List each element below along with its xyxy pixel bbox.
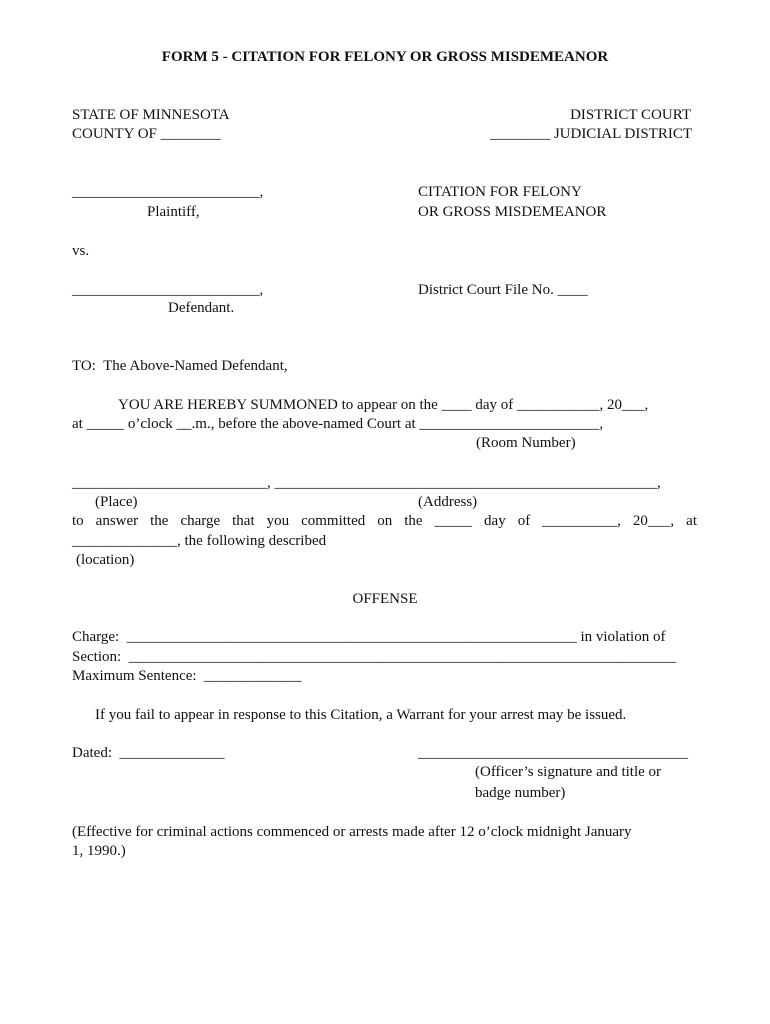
state-label: STATE OF MINNESOTA — [72, 107, 230, 123]
citation-title-line1: CITATION FOR FELONY — [418, 184, 582, 200]
address-label: (Address) — [418, 494, 478, 510]
section-field: Section: _________________________________________________________________________ — [72, 649, 677, 665]
place-address-blanks: __________________________, ___________________________________________________, — [72, 475, 661, 491]
defendant-blank: _________________________, — [72, 282, 264, 298]
place-label: (Place) — [95, 494, 138, 510]
charge-date-line: to answer the charge that you committed on the _____ day of __________, 20___, at — [72, 513, 697, 529]
room-number-label: (Room Number) — [476, 435, 576, 451]
charge-field: Charge: ____________________________________________________________ in violation of — [72, 629, 666, 645]
location-label: (location) — [76, 552, 135, 568]
file-number: District Court File No. ____ — [418, 282, 588, 298]
effective-note-line1: (Effective for criminal actions commenced or arrests made after 12 o’clock midnight January — [72, 824, 632, 840]
signature-label-line2: badge number) — [475, 785, 566, 801]
summons-line-1: YOU ARE HEREBY SUMMONED to appear on the ____ day of ___________, 20___, — [118, 397, 649, 413]
citation-title-line2: OR GROSS MISDEMEANOR — [418, 204, 607, 220]
summons-line-2: at _____ o’clock __.m., before the above-named Court at ________________________, — [72, 416, 604, 432]
warrant-warning: If you fail to appear in response to this Citation, a Warrant for your arrest may be issued. — [95, 707, 627, 723]
location-blank: ______________, the following described — [72, 533, 327, 549]
dated-field: Dated: ______________ — [72, 745, 225, 761]
defendant-label: Defendant. — [168, 300, 235, 316]
plaintiff-label: Plaintiff, — [147, 204, 200, 220]
signature-line: ____________________________________ — [418, 745, 688, 761]
form-title: FORM 5 - CITATION FOR FELONY OR GROSS MISDEMEANOR — [161, 49, 609, 65]
effective-note-line2: 1, 1990.) — [72, 843, 126, 859]
signature-label-line1: (Officer’s signature and title or — [475, 764, 662, 780]
judicial-district-label: ________ JUDICIAL DISTRICT — [490, 126, 692, 142]
offense-heading: OFFENSE — [352, 591, 418, 607]
court-label: DISTRICT COURT — [570, 107, 691, 123]
addressee-line: TO: The Above-Named Defendant, — [72, 358, 288, 374]
plaintiff-blank: _________________________, — [72, 184, 264, 200]
maximum-sentence-field: Maximum Sentence: _____________ — [72, 668, 302, 684]
county-label: COUNTY OF ________ — [72, 126, 221, 142]
versus-label: vs. — [72, 243, 90, 259]
